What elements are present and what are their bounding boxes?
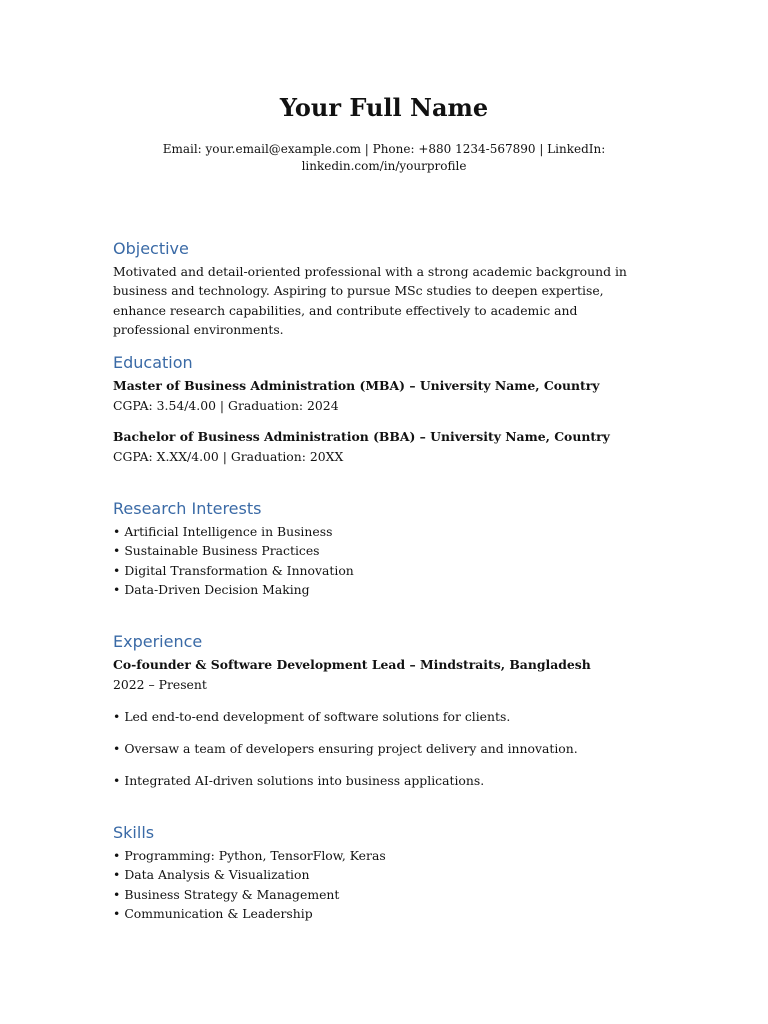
list-item: • Led end-to-end development of software solutions for clients. — [113, 709, 511, 724]
contact-line-1: Email: your.email@example.com | Phone: +880 1234-567890 | LinkedIn: — [162, 142, 606, 156]
bullet-icon: • — [113, 524, 121, 539]
contact-info — [150, 141, 618, 175]
education-entry-title: Bachelor of Business Administration (BBA) – University Name, Country — [113, 429, 610, 444]
experience-dates: 2022 – Present — [113, 677, 207, 692]
education-entry-mba — [113, 376, 658, 416]
bullet-icon: • — [113, 773, 121, 788]
objective-text: Motivated and detail-oriented professional with a strong academic background in business and technology. Aspiring to pursue MSc studies to deepen expertise, enhance research capabilities, and contribute effectively to academic and professional environments. — [113, 264, 627, 338]
experience-title: Co-founder & Software Development Lead – Mindstraits, Bangladesh — [113, 657, 591, 672]
skills-section — [113, 823, 658, 923]
bullet-icon: • — [113, 543, 121, 559]
experience-list — [113, 707, 658, 791]
contact-line-2: linkedin.com/in/yourprofile — [301, 159, 467, 173]
bullet-icon: • — [113, 886, 121, 902]
education-entry-details: CGPA: X.XX/4.00 | Graduation: 20XX — [113, 449, 344, 464]
bullet-icon: • — [113, 741, 121, 756]
bullet-icon: • — [113, 562, 121, 578]
bullet-icon: • — [113, 867, 121, 883]
experience-heading: Experience — [113, 632, 203, 651]
objective-heading: Objective — [113, 239, 189, 258]
list-item: • Programming: Python, TensorFlow, Keras — [113, 848, 386, 863]
education-entry-details: CGPA: 3.54/4.00 | Graduation: 2024 — [113, 398, 339, 413]
education-entry-bba — [113, 427, 658, 467]
list-item: • Communication & Leadership — [113, 905, 313, 921]
education-entry-title: Master of Business Administration (MBA) – University Name, Country — [113, 378, 600, 393]
research-section — [113, 499, 658, 599]
skills-heading: Skills — [113, 823, 155, 842]
full-name: Your Full Name — [279, 93, 489, 122]
list-item: • Business Strategy & Management — [113, 886, 340, 902]
list-item: • Data Analysis & Visualization — [113, 867, 310, 883]
education-section — [113, 353, 658, 467]
bullet-icon: • — [113, 581, 121, 597]
list-item: • Artificial Intelligence in Business — [113, 524, 333, 539]
experience-section — [113, 632, 658, 803]
bullet-icon: • — [113, 848, 121, 863]
skills-list — [113, 846, 658, 923]
research-list — [113, 522, 658, 599]
list-item: • Oversaw a team of developers ensuring project delivery and innovation. — [113, 741, 578, 756]
education-heading: Education — [113, 353, 193, 372]
bullet-icon: • — [113, 709, 121, 724]
research-heading: Research Interests — [113, 499, 262, 518]
list-item: • Data-Driven Decision Making — [113, 581, 310, 597]
list-item: • Sustainable Business Practices — [113, 543, 320, 559]
list-item: • Integrated AI-driven solutions into business applications. — [113, 773, 485, 788]
bullet-icon: • — [113, 905, 121, 921]
list-item: • Digital Transformation & Innovation — [113, 562, 354, 578]
objective-section — [113, 239, 658, 340]
